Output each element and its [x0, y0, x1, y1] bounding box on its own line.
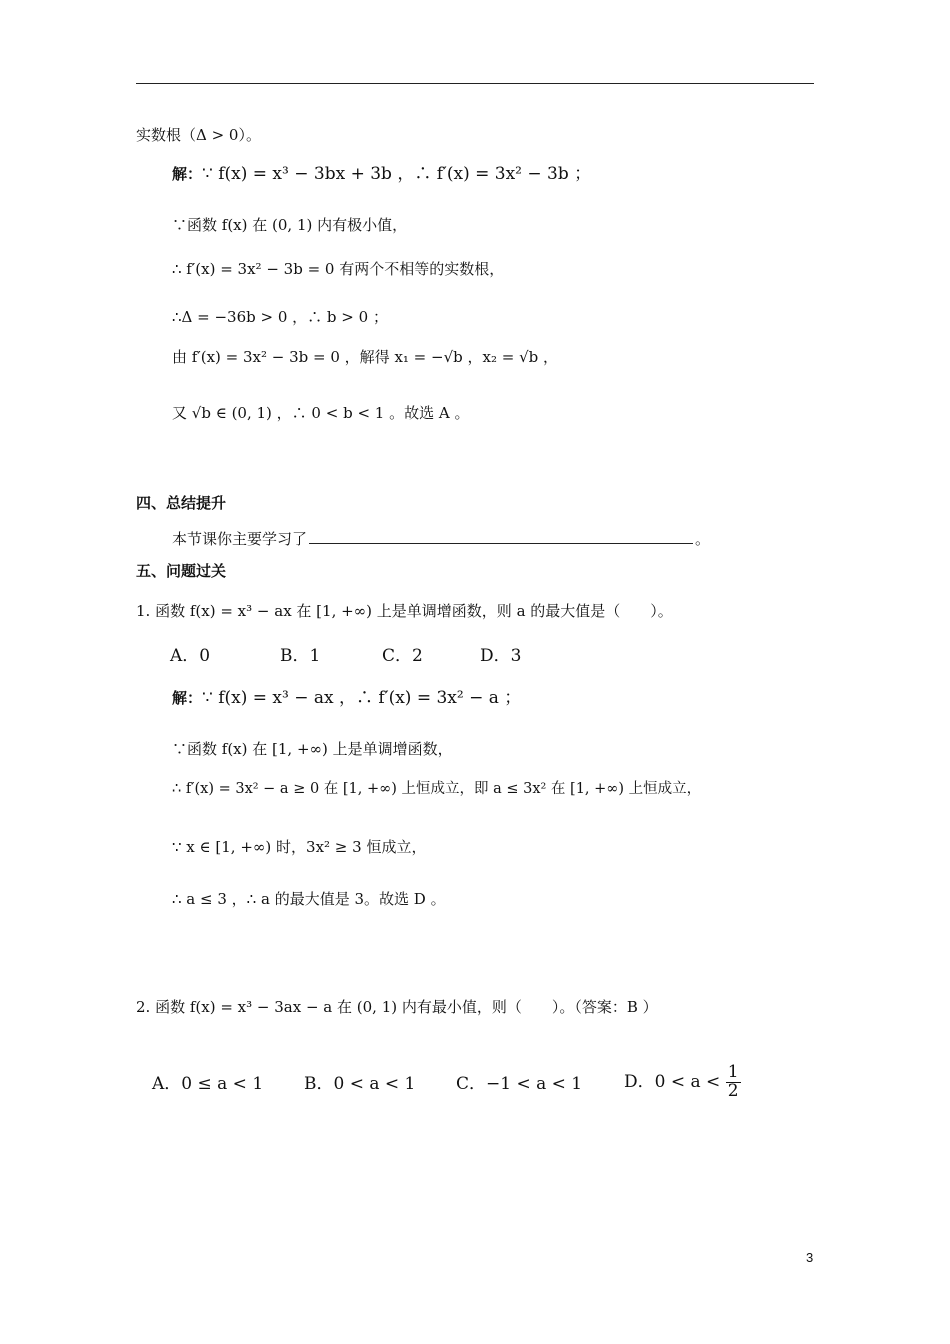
- text-line: 由 f′(x) = 3x² − 3b = 0 ，解得 x₁ = −√b ，x₂ = √b ，: [172, 348, 559, 366]
- section-heading: 五、问题过关: [136, 562, 227, 580]
- text-line: ∴ f′(x) = 3x² − 3b = 0 有两个不相等的实数根，: [172, 260, 505, 278]
- text-line: ∴ f′(x) = 3x² − a ≥ 0 在 [1, +∞) 上恒成立，即 a ≤ 3x² 在 [1, +∞) 上恒成立，: [172, 781, 702, 797]
- summary-prompt: 本节课你主要学习了: [172, 530, 308, 548]
- question-1: 1. 函数 f(x) = x³ − ax 在 [1, +∞) 上是单调增函数，则 a 的最大值是（ ）。: [136, 602, 673, 620]
- fraction: [726, 1064, 741, 1101]
- fraction-denominator: 2: [727, 1080, 739, 1101]
- text-line: 又 √b ∈ (0, 1) ，∴ 0 < b < 1 。故选 A 。: [172, 404, 470, 422]
- q2-options: [152, 1062, 752, 1102]
- q2-option-a: A．0 ≤ a < 1: [152, 1074, 264, 1094]
- question-2: 2. 函数 f(x) = x³ − 3ax − a 在 (0, 1) 内有最小值，则（ ）。（答案：B ）: [136, 998, 658, 1016]
- formula: ∵ f(x) = x³ − 3bx + 3b ，∴ f′(x) = 3x² − 3b ；: [202, 164, 592, 184]
- q1-option-d: D．3: [480, 646, 522, 666]
- q2-option-d-text: D．0 < a <: [624, 1071, 721, 1092]
- q2-option-c: C．−1 < a < 1: [456, 1074, 583, 1094]
- solution-line: [172, 690, 521, 707]
- page-number: 3: [806, 1250, 814, 1265]
- solution-label: 解：: [172, 689, 203, 707]
- text-line: ∴ a ≤ 3 ，∴ a 的最大值是 3。故选 D 。: [172, 890, 446, 908]
- q2-option-d: [624, 1064, 741, 1101]
- summary-line: [172, 530, 710, 547]
- solution-label: 解：: [172, 165, 203, 183]
- q2-option-b: B．0 < a < 1: [304, 1074, 416, 1094]
- fraction-numerator: 1: [727, 1062, 739, 1082]
- summary-end: 。: [695, 530, 711, 548]
- fill-in-blank: [309, 530, 693, 544]
- header-rule: [136, 83, 814, 84]
- text-line: ∵函数 f(x) 在 (0, 1) 内有极小值，: [172, 216, 408, 234]
- q1-options: [170, 648, 730, 668]
- text-line: ∵ x ∈ [1, +∞) 时，3x² ≥ 3 恒成立，: [172, 838, 427, 856]
- text-line: ∵函数 f(x) 在 [1, +∞) 上是单调增函数，: [172, 740, 453, 758]
- q1-option-a: A．0: [170, 646, 211, 666]
- q1-option-c: C．2: [382, 646, 423, 666]
- formula: ∵ f(x) = x³ − ax ，∴ f′(x) = 3x² − a ；: [202, 688, 522, 708]
- solution-line: [172, 166, 591, 183]
- text-line: 实数根（Δ > 0）。: [136, 126, 261, 144]
- q1-option-b: B．1: [280, 646, 321, 666]
- text-line: ∴Δ = −36b > 0 ，∴ b > 0 ；: [172, 308, 388, 326]
- section-heading: 四、总结提升: [136, 494, 227, 512]
